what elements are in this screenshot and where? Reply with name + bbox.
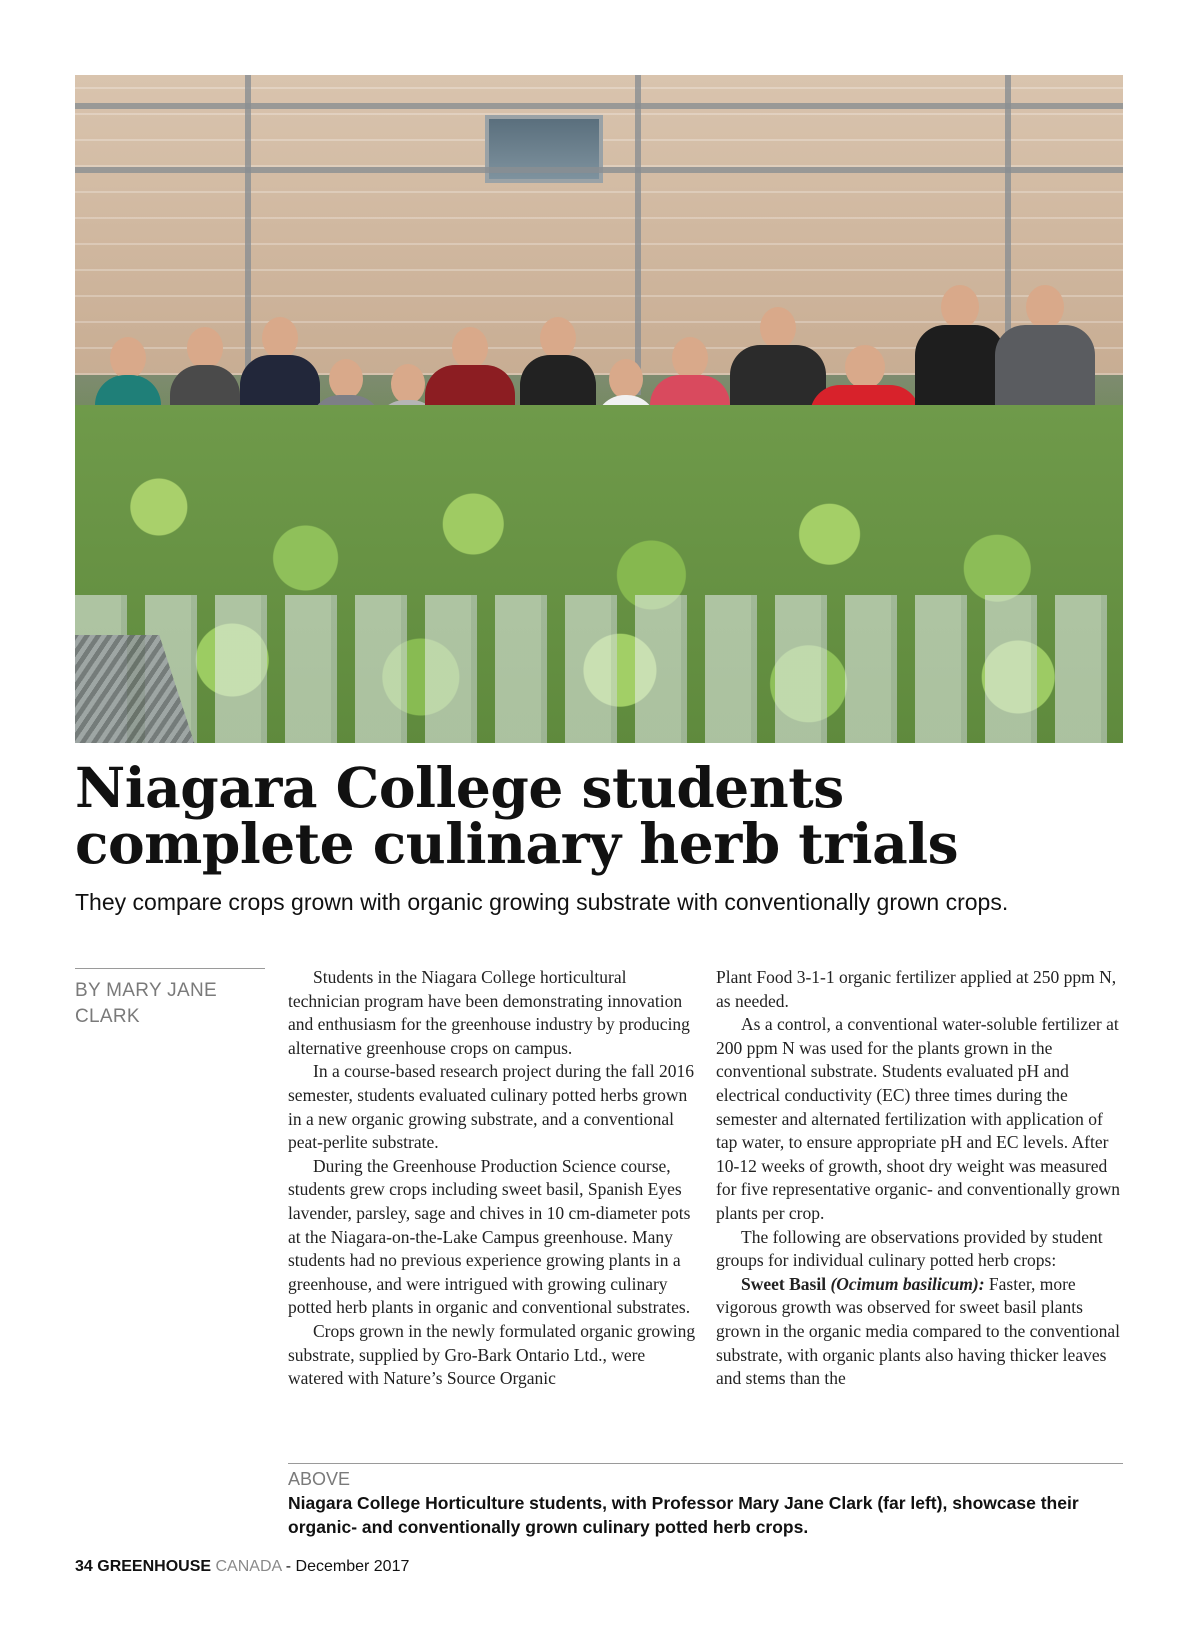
paragraph-continuation: Plant Food 3-1-1 organic fertilizer applied at 250 ppm N, as needed.	[716, 967, 1117, 1011]
crop-description: Faster, more vigorous growth was observed for sweet basil plants grown in the organic media compared to the conventional substrate, with organic plants also having thicker leaves and stems than the	[716, 1273, 1120, 1389]
byline-divider	[75, 968, 265, 969]
paragraph: As a control, a conventional water-soluble fertilizer at 200 ppm N was used for the plants grown in the conventional substrate. Students evaluated pH and electrical conductivity (EC) three times during the semester and alternated fertilization with application of tap water, to ensure appropriate pH and EC levels. After 10-12 weeks of growth, shoot dry weight was measured for five representative organic- and conventionally grown plants per crop.	[716, 1014, 1120, 1223]
paragraph: The following are observations provided by student groups for individual culinary potted herb crops:	[716, 1226, 1103, 1271]
paragraph: Students in the Niagara College horticultural technician program have been demonstrating innovation and enthusiasm for the greenhouse industry by producing alternative greenhouse crops on campus.	[288, 967, 690, 1058]
crop-name: Sweet Basil	[741, 1273, 827, 1294]
issue-date: - December 2017	[285, 1558, 410, 1575]
byline: BY MARY JANE CLARK	[75, 980, 217, 1027]
greenhouse-frame-beam	[75, 103, 1123, 109]
paragraph: Crops grown in the newly formulated organic growing substrate, supplied by Gro-Bark Ontario Ltd., were watered with Nature’s Source Organic	[288, 1320, 696, 1389]
page-footer	[75, 1558, 409, 1576]
publication-name-suffix: CANADA	[215, 1558, 282, 1575]
potted-herbs	[75, 595, 1123, 743]
body-column-2	[716, 966, 1126, 1391]
crop-scientific-name: (Ocimum basilicum):	[830, 1273, 985, 1294]
hero-photo	[75, 75, 1123, 743]
paragraph: In a course-based research project during the fall 2016 semester, students evaluated culinary potted herbs grown in a new organic growing substrate, and a conventional peat-perlite substrate.	[288, 1061, 694, 1153]
page-number: 34	[75, 1558, 93, 1575]
paragraph-sweet-basil	[716, 1273, 1126, 1391]
publication-name: GREENHOUSE	[97, 1558, 212, 1575]
paragraph: During the Greenhouse Production Science course, students grew crops including sweet basil, Spanish Eyes lavender, parsley, sage and chives in 10 cm-diameter pots at the Niagara-on-the-Lake Campus greenhouse. Many students had no previous experience growing plants in a greenhouse, and were intrigued with growing culinary potted herb plants in organic and conventional substrates.	[288, 1155, 691, 1318]
caption-divider	[288, 1463, 1123, 1464]
article-subtitle: They compare crops grown with organic growing substrate with conventionally grown crops.	[75, 889, 1009, 915]
body-column-1	[288, 966, 698, 1391]
photo-caption: Niagara College Horticulture students, with Professor Mary Jane Clark (far left), showcase their organic- and conventionally grown culinary potted herb crops.	[288, 1493, 1079, 1537]
greenhouse-frame-beam	[75, 167, 1123, 173]
article-title: Niagara College students complete culinary herb trials	[75, 755, 959, 876]
caption-label: ABOVE	[288, 1469, 351, 1489]
